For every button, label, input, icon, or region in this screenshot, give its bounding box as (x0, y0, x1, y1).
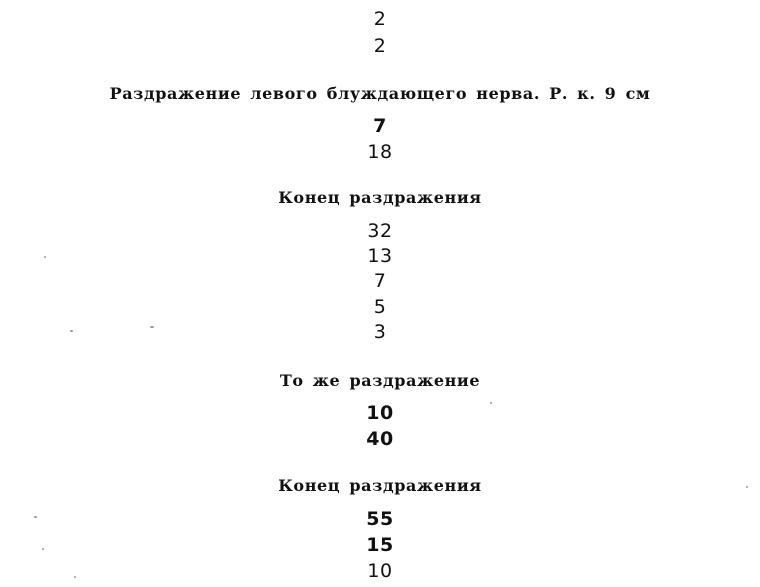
value-row: 3 (373, 321, 387, 343)
scan-speck (490, 402, 492, 404)
value-row: 10 (367, 560, 393, 582)
scan-speck (70, 330, 73, 332)
value-row: 2 (373, 8, 387, 30)
value-row: 10 (366, 402, 394, 424)
stimulation-heading: Раздражение левого блуждающего нерва. Р. к. 9 см (109, 84, 651, 103)
end-of-stimulation-heading: Конец раздражения (278, 188, 482, 207)
value-row: 40 (366, 428, 394, 450)
same-stimulation-heading: То же раздражение (279, 371, 481, 390)
value-row: 18 (367, 141, 393, 163)
value-row: 15 (366, 534, 394, 556)
value-row: 5 (373, 296, 387, 318)
value-row: 7 (373, 270, 387, 292)
end-of-stimulation-heading: Конец раздражения (278, 476, 482, 495)
scan-speck (44, 256, 46, 258)
scan-speck (74, 576, 76, 578)
value-row: 13 (367, 245, 393, 267)
scan-speck (42, 548, 44, 550)
scan-speck (34, 516, 37, 518)
scan-speck (746, 486, 748, 488)
value-row: 55 (366, 508, 394, 530)
scan-speck (150, 326, 154, 328)
value-row: 2 (373, 35, 387, 57)
value-row: 32 (367, 220, 393, 242)
value-row: 7 (373, 115, 387, 137)
